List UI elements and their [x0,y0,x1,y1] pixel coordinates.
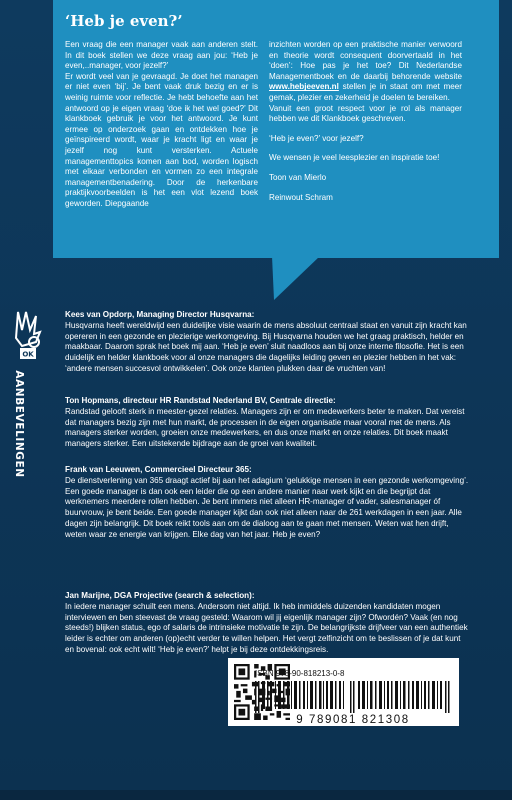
ok-hand-logo-icon [12,308,44,362]
testimonial [65,591,469,656]
testimonial-text: Husqvarna heeft wereldwijd een duidelijke visie waarin de mens absoluut centraal staat en vanuit zijn kracht kan opereren in een gezonde en plezierige werkomgeving. Bij Husqvarna houden we het graag praktisch, helder en maakbaar. Daarom sprak het boek mij aan. ‘Heb je even’ sluit naadloos aan bij onze interne filosofie. Het is een duidelijk en helder klankboek voor al onze managers die dagelijks leiding geven en plezier hebben in het vak: ‘andere mensen succesvol ontwikkelen’. Ook onze klanten plukken daar de vruchten van! [65,320,467,373]
bubble-left-column [65,40,258,210]
testimonial-author: Jan Marijne, DGA Projective (search & selection): [65,591,255,600]
recommendations-label: AANBEVELINGEN [13,370,25,478]
testimonial [65,310,469,375]
authors-signature [269,173,462,203]
testimonial-text: De dienstverlening van 365 draagt actief bij aan het adagium ‘gelukkige mensen in een gezonde werkomgeving’. Een goede manager is dan ook een leider die op een andere manier naar werk kijkt en die begrijpt dat werknemers meerdere rollen hebben. Je bent immers niet alleen HR-manager of vader, salesmanager óf buurvrouw, je bent beide. Een goede manager kijkt dan ook niet alleen naar de 261 werkdagen in een jaar. Alle dagen zijn belangrijk. Dit boek reikt tools aan om de dialoog aan te gaan met mensen. Weten wat hen drijft, weten waar ze energie van krijgen. Elke dag van het jaar. Heb je even? [65,475,469,539]
speech-bubble-tail [272,256,320,300]
testimonial [65,465,469,541]
testimonial-text: In iedere manager schuilt een mens. Andersom niet altijd. Ik heb inmiddels duizenden kandidaten mogen interviewen en ben steevast de vraag gesteld: Waarom wil jij eigenlijk manager zijn? Ofwordén? Vaak (en nog steeds!) blijken status, ego of salaris de intrinsieke motivatie te zijn. De belangrijkste drijfveer van een authentiek leider is echter om anderen (op)echt verder te willen helpen. Het vergt zelfinzicht om te beslissen of je dat kunt en bovenal: ook echt wilt! ‘Heb je even?’ helpt je bij deze ontdekkingsreis. [65,601,468,654]
bubble-paragraph: Vanuit een groot respect voor je rol als manager hebben we dit Klankboek geschreven. [269,103,462,124]
bubble-paragraph: We wensen je veel leesplezier en inspiratie toe! [269,153,440,163]
sidebar-label [4,368,34,480]
logo-text: OK [22,350,34,359]
testimonial-author: Frank van Leeuwen, Commercieel Directeur 365: [65,465,252,474]
ean-barcode-icon [253,681,453,713]
testimonial-text: Randstad gelooft sterk in meester-gezel relaties. Managers zijn er om medewerkers beter te maken. Dat vereist dat managers bezig zijn met hun markt, de processen in de eigen organisatie maar vooral met de mens. Als managers sterker worden, groeien onze medewerkers, en dus onze markt en onze relaties. Dit boek maakt managers sterker. Een uitstekende bijdrage aan de groei van kwaliteit. [65,406,465,449]
author-name: Reinwout Schram [269,192,333,202]
isbn-label: ISBN 978-90-818213-0-8 [255,669,345,678]
bubble-text: stellen je in staat om met meer gemak, plezier en zekerheid je doelen te bereiken. [269,82,463,102]
bubble-paragraph: Er wordt veel van je gevraagd. Je doet het managen er niet even ‘bij’. Je bent vaak druk bezig en er is weinig ruimte voor reflectie. Je hebt behoefte aan het antwoord op je eigen vraag ‘doe ik het wel goed?’ Dit klankboek gebruik je voor het antwoord. Je kunt ermee op onderzoek gaan en ontdekken hoe je geïnspireerd wordt, waar je kracht ligt en waar je jezelf nog kunt versterken. Actuele managementtopics komen aan bod, worden logisch met elkaar verbonden en vormen zo een integrale managementbenadering. Door de herkenbare praktijkvoorbeelden is het een vlot lezend boek geworden. Diepgaande [65,71,258,208]
website-link[interactable]: www.hebjeeven.nl [269,82,339,92]
bubble-right-column [269,40,462,203]
testimonial-author: Ton Hopmans, directeur HR Randstad Nederland BV, Centrale directie: [65,396,336,405]
bubble-title: ‘Heb je even?’ [65,12,183,30]
bottom-band [0,790,512,800]
ean-digits: 9 789081 821308 [296,714,410,726]
bubble-text: inzichten worden op een praktische manier verwoord en theorie wordt consequent doorvertaald in het ‘doen’: Hoe pas je het toe? Dit Nederlandse Managementboek en de daarbij behorende website [269,40,462,81]
testimonial [65,396,469,450]
testimonial-author: Kees van Opdorp, Managing Director Husqvarna: [65,310,255,319]
bubble-paragraph: Een vraag die een manager vaak aan anderen stelt. In dit boek stellen we deze vraag aan jou: ‘Heb je even,..manager, voor jezelf?’ [65,40,258,71]
bubble-paragraph: ‘Heb je even?’ voor jezelf? [269,133,364,143]
bubble-paragraph-website [269,40,462,104]
author-name: Toon van Mierlo [269,172,327,182]
